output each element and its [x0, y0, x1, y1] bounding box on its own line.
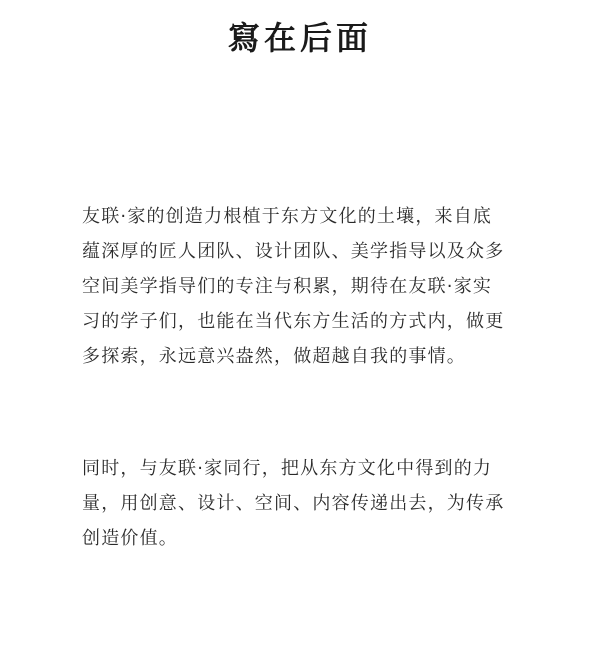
paragraph-line: 蕴深厚的匠人团队、设计团队、美学指导以及众多: [82, 241, 505, 262]
paragraph-line: 量，用创意、设计、空间、内容传递出去，为传承: [82, 493, 505, 514]
paragraph-line: 同时，与友联·家同行，把从东方文化中得到的力: [82, 458, 493, 479]
paragraph-line: 习的学子们，也能在当代东方生活的方式内，做更: [82, 311, 505, 332]
paragraph-2: [82, 451, 522, 556]
paragraph-line: 创造价值。: [82, 528, 178, 549]
paragraph-1: [82, 199, 522, 374]
paragraph-line: 多探索，永远意兴盎然，做超越自我的事情。: [82, 346, 466, 367]
page-title: 寫在后面: [227, 19, 372, 57]
paragraph-line: 空间美学指导们的专注与积累，期待在友联·家实: [82, 276, 493, 297]
paragraph-line: 友联·家的创造力根植于东方文化的土壤，来自底: [82, 206, 493, 227]
